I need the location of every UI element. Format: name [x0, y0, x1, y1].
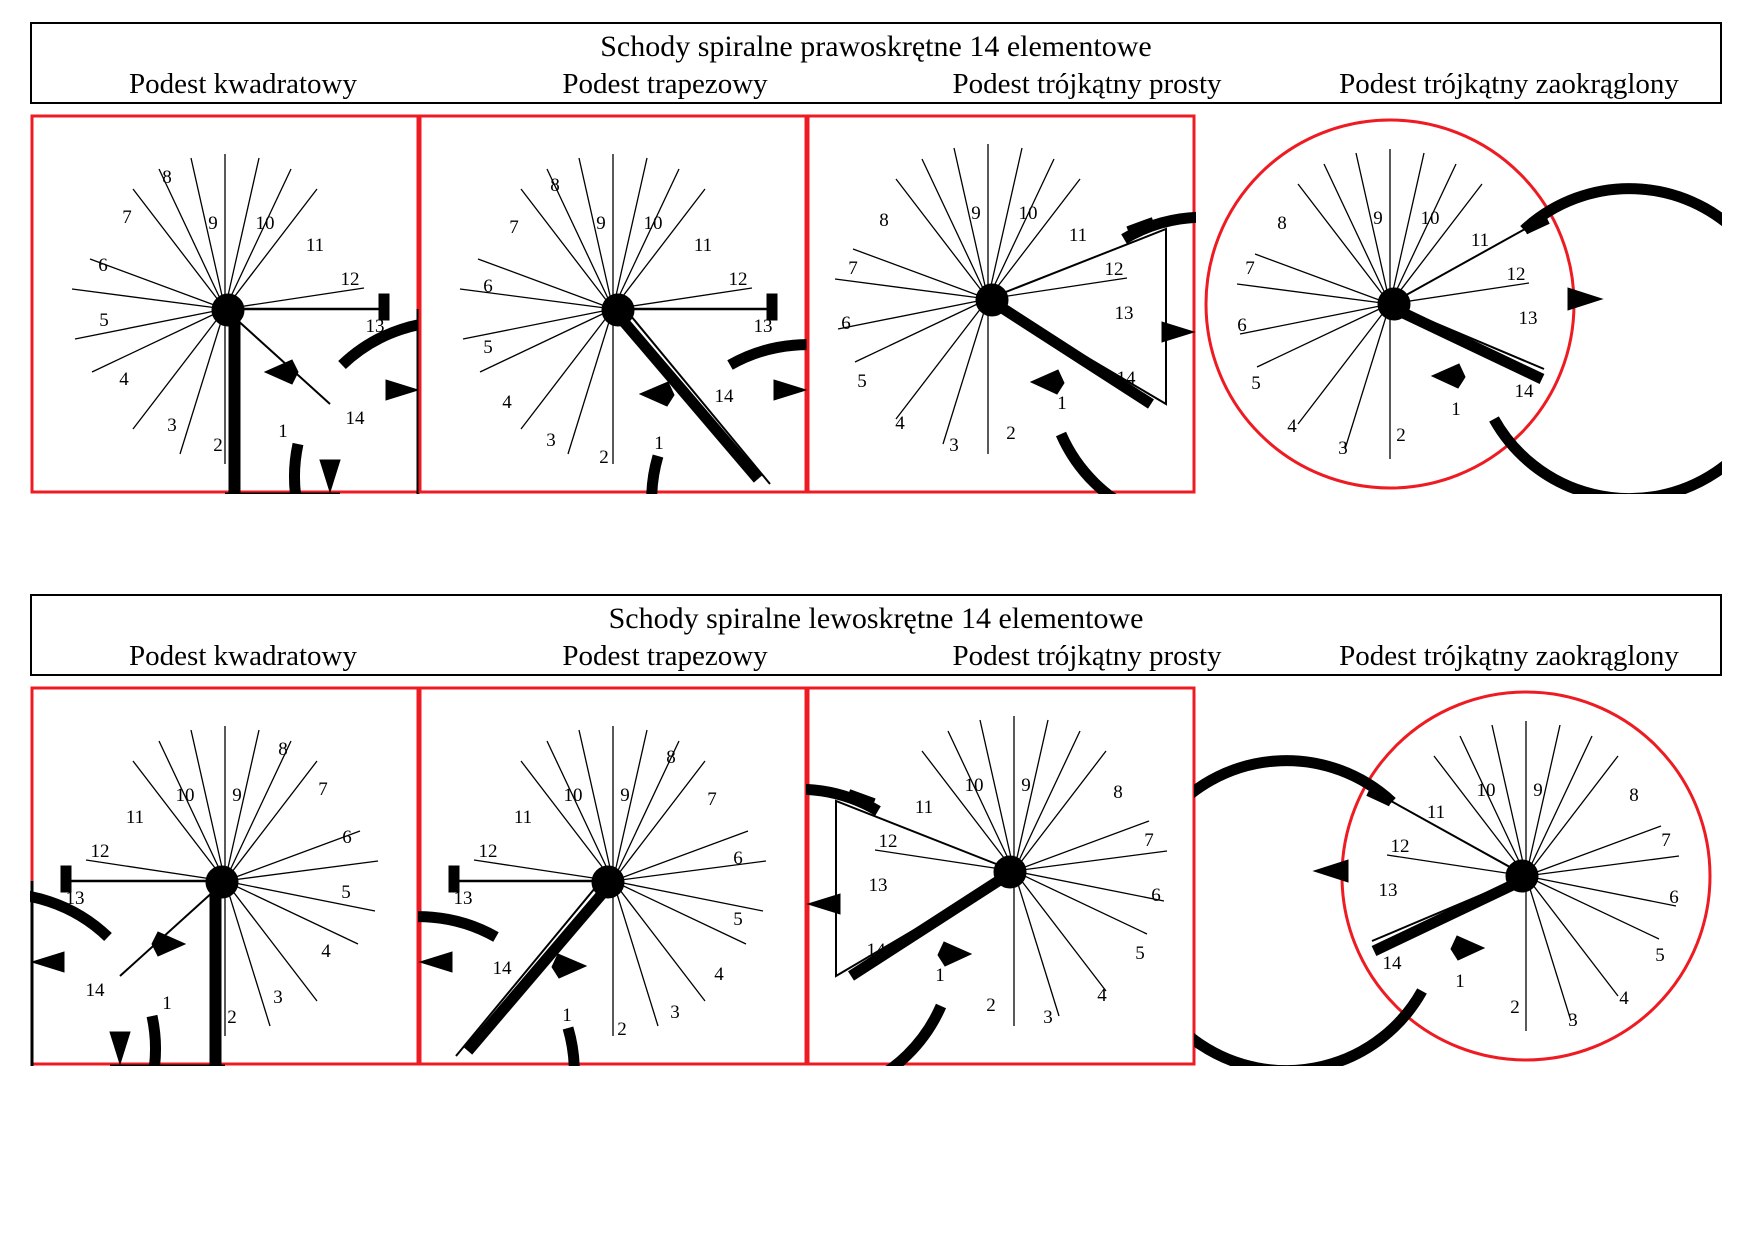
diagram-row-left-handed — [30, 686, 1722, 1066]
step-number: 8 — [1113, 782, 1123, 803]
step-number: 10 — [643, 213, 663, 234]
diagram-triangle-rounded-ccw — [1194, 686, 1722, 1066]
step-number: 12 — [1390, 836, 1410, 857]
step-number: 1 — [278, 421, 288, 442]
step-number: 10 — [1476, 780, 1496, 801]
step-number: 9 — [208, 213, 218, 234]
step-number: 12 — [478, 841, 498, 862]
step-number: 3 — [546, 430, 556, 451]
step-number: 9 — [620, 785, 630, 806]
step-number: 8 — [1277, 213, 1287, 234]
step-number: 14 — [714, 386, 734, 407]
column-header-trapezoid: Podest trapezowy — [562, 68, 768, 100]
step-number: 6 — [1237, 315, 1247, 336]
step-number: 3 — [167, 415, 177, 436]
step-number: 4 — [119, 369, 129, 390]
section-title: Schody spiralne lewoskrętne 14 elementowe — [608, 602, 1144, 635]
step-number: 14 — [1514, 381, 1534, 402]
diagram-row-right-handed — [30, 114, 1722, 494]
step-number: 2 — [599, 447, 609, 468]
diagram-square-cw — [30, 114, 420, 494]
step-number: 12 — [1506, 264, 1526, 285]
column-header-square: Podest kwadratowy — [129, 640, 357, 672]
diagram-trapezoid-cw — [418, 114, 808, 494]
step-number: 1 — [162, 993, 172, 1014]
step-number: 2 — [213, 435, 223, 456]
step-number: 2 — [617, 1019, 627, 1040]
step-number: 5 — [1655, 945, 1665, 966]
step-number: 11 — [693, 235, 713, 256]
step-number: 7 — [848, 258, 858, 279]
step-number: 13 — [868, 875, 888, 896]
step-number: 7 — [1245, 258, 1255, 279]
diagram-triangle-rounded-cw — [1194, 114, 1722, 494]
step-number: 8 — [1629, 785, 1639, 806]
step-number: 14 — [85, 980, 105, 1001]
step-number: 7 — [509, 217, 519, 238]
step-number: 5 — [1135, 943, 1145, 964]
step-number: 9 — [971, 203, 981, 224]
step-number: 3 — [1568, 1010, 1578, 1031]
step-number: 3 — [1043, 1007, 1053, 1028]
step-number: 2 — [1396, 425, 1406, 446]
step-number: 8 — [162, 167, 172, 188]
step-number: 7 — [707, 789, 717, 810]
step-number: 3 — [949, 435, 959, 456]
step-number: 7 — [122, 207, 132, 228]
section-right-handed — [30, 22, 1722, 468]
column-header-triangle-straight: Podest trójkątny prosty — [952, 640, 1222, 672]
step-number: 9 — [232, 785, 242, 806]
step-number: 5 — [99, 310, 109, 331]
step-number: 2 — [1006, 423, 1016, 444]
diagram-triangle-straight-cw — [806, 114, 1196, 494]
step-number: 10 — [1420, 208, 1440, 229]
step-number: 2 — [986, 995, 996, 1016]
step-number: 6 — [483, 276, 493, 297]
column-header-triangle-rounded: Podest trójkątny zaokrąglony — [1339, 640, 1679, 672]
step-number: 6 — [1669, 887, 1679, 908]
step-number: 9 — [1021, 775, 1031, 796]
step-number: 13 — [1518, 308, 1538, 329]
step-number: 4 — [714, 964, 724, 985]
diagram-triangle-straight-ccw — [806, 686, 1196, 1066]
step-number: 11 — [914, 797, 934, 818]
step-number: 8 — [879, 210, 889, 231]
column-header-triangle-straight: Podest trójkątny prosty — [952, 68, 1222, 100]
step-number: 2 — [227, 1007, 237, 1028]
step-number: 6 — [98, 255, 108, 276]
step-number: 13 — [753, 316, 773, 337]
step-number: 14 — [1382, 953, 1402, 974]
section-header-box — [30, 594, 1722, 676]
step-number: 8 — [278, 739, 288, 760]
step-number: 6 — [1151, 885, 1161, 906]
step-number: 12 — [90, 841, 110, 862]
step-number: 7 — [1144, 830, 1154, 851]
step-number: 13 — [1114, 303, 1134, 324]
step-number: 11 — [1068, 225, 1088, 246]
step-number: 14 — [345, 408, 365, 429]
step-number: 12 — [340, 269, 360, 290]
step-number: 1 — [935, 965, 945, 986]
step-number: 6 — [733, 848, 743, 869]
step-number: 9 — [596, 213, 606, 234]
step-number: 13 — [1378, 880, 1398, 901]
step-number: 11 — [1426, 802, 1446, 823]
step-number: 13 — [453, 888, 473, 909]
step-number: 14 — [492, 958, 512, 979]
step-number: 3 — [1338, 438, 1348, 459]
step-number: 11 — [1470, 230, 1490, 251]
step-number: 12 — [1104, 259, 1124, 280]
step-number: 7 — [318, 779, 328, 800]
step-number: 3 — [273, 987, 283, 1008]
step-number: 11 — [513, 807, 533, 828]
step-number: 4 — [1287, 416, 1297, 437]
step-number: 4 — [502, 392, 512, 413]
step-number: 1 — [1057, 393, 1067, 414]
step-number: 3 — [670, 1002, 680, 1023]
step-number: 13 — [65, 888, 85, 909]
column-header-square: Podest kwadratowy — [129, 68, 357, 100]
step-number: 7 — [1661, 830, 1671, 851]
step-number: 10 — [175, 785, 195, 806]
step-number: 8 — [550, 175, 560, 196]
step-number: 4 — [895, 413, 905, 434]
step-number: 1 — [562, 1005, 572, 1026]
step-number: 10 — [964, 775, 984, 796]
diagram-square-ccw — [30, 686, 420, 1066]
column-header-triangle-rounded: Podest trójkątny zaokrąglony — [1339, 68, 1679, 100]
step-number: 14 — [1116, 368, 1136, 389]
step-number: 4 — [1097, 985, 1107, 1006]
step-number: 10 — [1018, 203, 1038, 224]
column-headers — [32, 68, 1720, 101]
section-left-handed — [30, 594, 1722, 1040]
step-number: 4 — [321, 941, 331, 962]
step-number: 12 — [878, 831, 898, 852]
step-number: 5 — [483, 337, 493, 358]
section-title: Schody spiralne prawoskrętne 14 elementowe — [600, 30, 1152, 63]
step-number: 5 — [1251, 373, 1261, 394]
step-number: 13 — [365, 316, 385, 337]
step-number: 2 — [1510, 997, 1520, 1018]
step-number: 1 — [654, 433, 664, 454]
step-number: 12 — [728, 269, 748, 290]
step-number: 1 — [1451, 399, 1461, 420]
step-number: 5 — [733, 909, 743, 930]
step-number: 8 — [666, 747, 676, 768]
step-number: 5 — [857, 371, 867, 392]
column-headers — [32, 640, 1720, 673]
diagram-trapezoid-ccw — [418, 686, 808, 1066]
step-number: 11 — [305, 235, 325, 256]
step-number: 10 — [563, 785, 583, 806]
step-number: 10 — [255, 213, 275, 234]
step-number: 4 — [1619, 988, 1629, 1009]
step-number: 6 — [342, 827, 352, 848]
column-header-trapezoid: Podest trapezowy — [562, 640, 768, 672]
step-number: 5 — [341, 882, 351, 903]
step-number: 11 — [125, 807, 145, 828]
step-number: 14 — [866, 940, 886, 961]
step-number: 9 — [1373, 208, 1383, 229]
step-number: 1 — [1455, 971, 1465, 992]
step-number: 6 — [841, 313, 851, 334]
step-number: 9 — [1533, 780, 1543, 801]
section-header-box — [30, 22, 1722, 104]
